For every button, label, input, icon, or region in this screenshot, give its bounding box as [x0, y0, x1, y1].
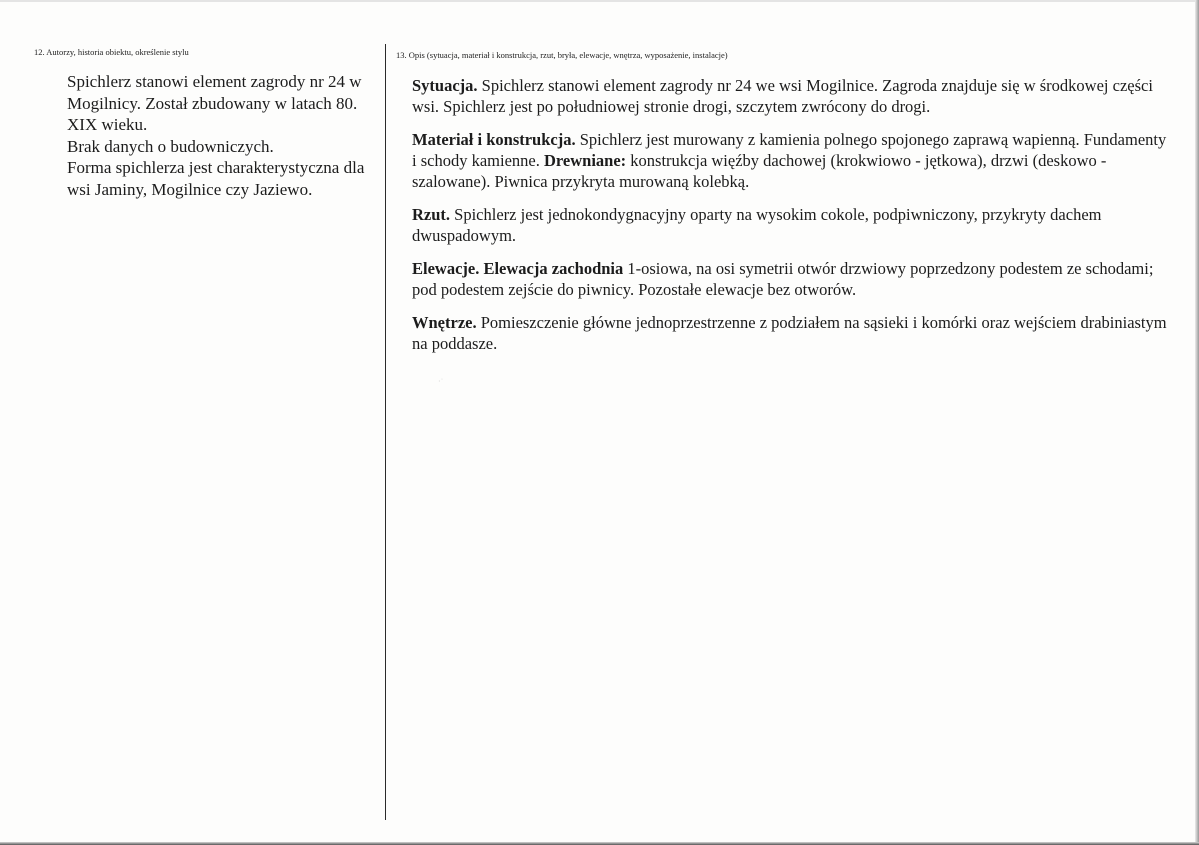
- elewacje-label: Elewacje. Elewacja zachodnia: [412, 259, 624, 278]
- elewacje-text: 1-osiowa, na osi symetrii otwór drzwiowy poprzedzony podestem ze schodami; pod podestem zejście do piwnicy. Pozostałe elewacje bez otworów.: [412, 259, 1154, 299]
- authors-history-paragraph: Spichlerz stanowi element zagrody nr 24 w Mogilnicy. Został zbudowany w latach 80. XIX wieku.: [67, 72, 362, 134]
- wnetrze-label: Wnętrze.: [412, 313, 477, 332]
- material-text-2: konstrukcja więźby dachowej (krokwiowo - jętkowa), drzwi (deskowo - szalowane). Piwnica przykryta murowaną kolebką.: [412, 151, 1107, 191]
- column-divider: [385, 44, 386, 820]
- scan-speck: ·˙: [438, 377, 444, 386]
- right-column-header: 13. Opis (sytuacja, materiał i konstrukcja, rzut, bryła, elewacje, wnętrza, wyposażenie, instalacje): [396, 50, 728, 60]
- scan-edge-right: [1195, 0, 1199, 845]
- right-column-body: [412, 75, 1172, 366]
- style-paragraph: Forma spichlerza jest charakterystyczna dla wsi Jaminy, Mogilnice czy Jaziewo.: [67, 158, 365, 199]
- left-column-header: 12. Autorzy, historia obiektu, określenie stylu: [34, 47, 189, 57]
- drewniane-label: Drewniane:: [543, 151, 627, 170]
- sytuacja-text: Spichlerz stanowi element zagrody nr 24 we wsi Mogilnice. Zagroda znajduje się w środkowej części wsi. Spichlerz jest po południowej stronie drogi, szczytem zwrócony do drogi.: [412, 76, 1153, 116]
- rzut-text: Spichlerz jest jednokondygnacyjny oparty na wysokim cokole, podpiwniczony, przykryty dachem dwuspadowym.: [412, 205, 1102, 245]
- sytuacja-paragraph: [412, 75, 1172, 117]
- scan-edge-top: [0, 0, 1199, 2]
- wnetrze-text: Pomieszczenie główne jednoprzestrzenne z podziałem na sąsieki i komórki oraz wejściem drabiniastym na poddasze.: [412, 313, 1167, 353]
- sytuacja-label: Sytuacja.: [412, 76, 478, 95]
- rzut-label: Rzut.: [412, 205, 451, 224]
- wnetrze-paragraph: [412, 312, 1172, 354]
- material-paragraph: [412, 129, 1172, 192]
- rzut-paragraph: [412, 204, 1172, 246]
- material-label: Materiał i konstrukcja.: [412, 130, 576, 149]
- left-column-body: [67, 71, 377, 200]
- builders-paragraph: Brak danych o budowniczych.: [67, 136, 274, 156]
- material-text-1: Spichlerz jest murowany z kamienia polnego spojonego zaprawą wapienną. Fundamenty i schody kamienne.: [412, 130, 1167, 170]
- elewacje-paragraph: [412, 258, 1172, 300]
